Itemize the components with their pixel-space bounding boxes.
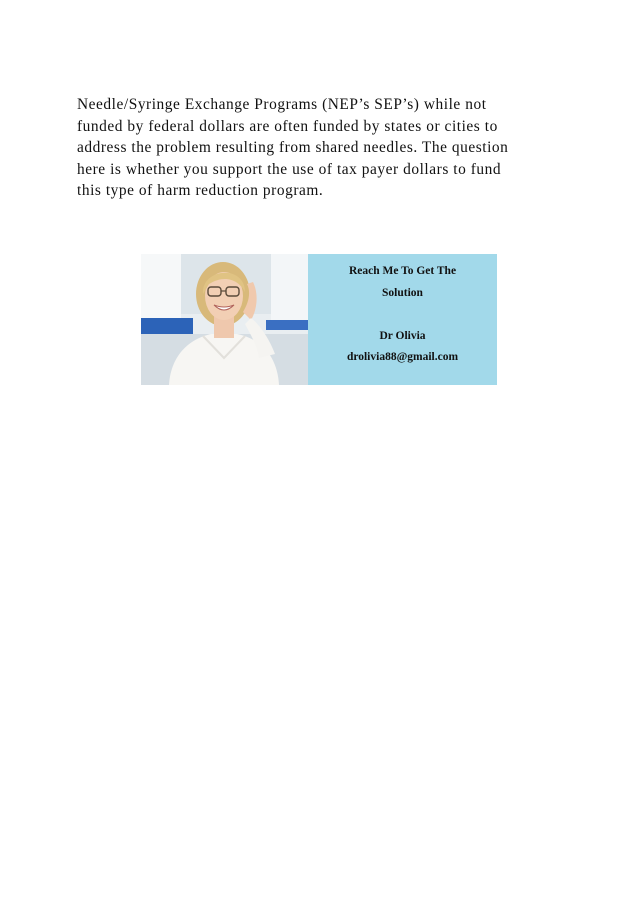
banner-headline-continued: Solution — [382, 287, 423, 299]
contact-email: drolivia88@gmail.com — [346, 351, 459, 363]
body-paragraph — [77, 94, 567, 202]
paragraph-line: here is whether you support the use of tax payer dollars to fund — [77, 160, 502, 178]
contact-info-panel — [308, 254, 497, 385]
contact-banner — [141, 254, 497, 385]
banner-headline: Reach Me To Get The — [348, 265, 457, 277]
contact-name: Dr Olivia — [379, 330, 426, 342]
paragraph-line: funded by federal dollars are often funded by states or cities to — [77, 117, 498, 135]
paragraph-line: address the problem resulting from shared needles. The question — [77, 139, 509, 156]
paragraph-line: this type of harm reduction program. — [77, 182, 324, 199]
paragraph-line: Needle/Syringe Exchange Programs (NEP’s SEP’s) while not — [77, 96, 487, 113]
woman-photo — [141, 254, 308, 385]
